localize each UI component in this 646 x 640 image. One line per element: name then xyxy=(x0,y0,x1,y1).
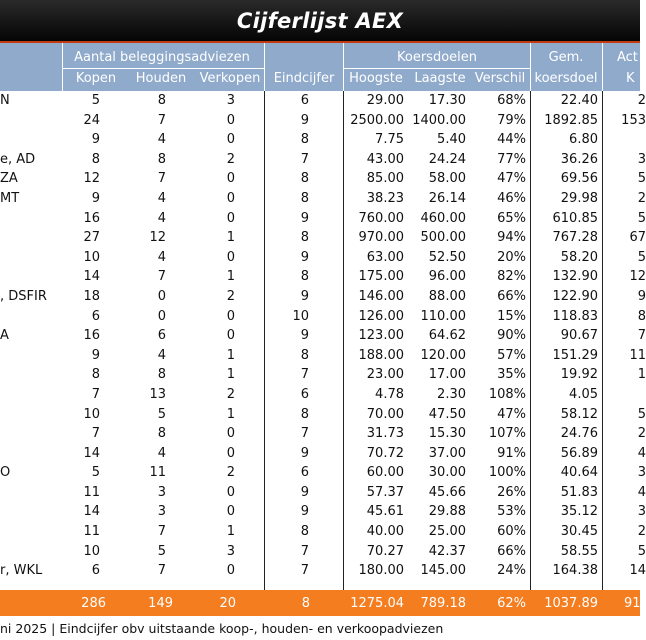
cell-kopen: 11 xyxy=(83,524,100,540)
cell-kopen: 10 xyxy=(83,249,100,265)
cell-verkopen: 2 xyxy=(226,151,235,167)
header-gem-line1: Gem. xyxy=(548,50,584,65)
cell-eindcijfer: 9 xyxy=(300,484,309,500)
cell-houden: 5 xyxy=(157,406,166,422)
header-divider xyxy=(62,68,264,69)
cell-hoogste: 70.72 xyxy=(366,445,404,461)
cell-kopen: 9 xyxy=(91,190,100,206)
cell-kopen: 6 xyxy=(91,308,100,324)
total-kopen: 286 xyxy=(81,596,106,611)
cell-act: 5 xyxy=(637,249,646,265)
cell-kopen: 9 xyxy=(91,347,100,363)
cell-kopen: 8 xyxy=(91,367,100,383)
cell-eindcijfer: 8 xyxy=(300,347,309,363)
cell-hoogste: 2500.00 xyxy=(350,112,404,128)
total-eindcijfer: 8 xyxy=(301,596,310,611)
cell-hoogste: 85.00 xyxy=(366,171,404,187)
cell-laagste: 64.62 xyxy=(428,328,466,344)
cell-name: N xyxy=(0,93,10,108)
cell-act: 5 xyxy=(637,210,646,226)
cell-act: 1 xyxy=(637,367,646,383)
cell-gem: 58.20 xyxy=(560,249,598,265)
table-row xyxy=(0,463,646,483)
cell-verschil: 82% xyxy=(497,269,526,285)
cell-act: 2 xyxy=(637,524,646,540)
total-hoogste: 1275.04 xyxy=(350,596,404,611)
cell-verschil: 66% xyxy=(497,543,526,559)
cell-eindcijfer: 6 xyxy=(300,386,309,402)
cell-eindcijfer: 7 xyxy=(300,367,309,383)
cell-gem: 122.90 xyxy=(552,288,598,304)
table-row xyxy=(0,209,646,229)
cell-name: O xyxy=(0,465,11,481)
cell-verschil: 77% xyxy=(497,151,526,167)
table-row xyxy=(0,307,646,327)
total-laagste: 789.18 xyxy=(420,596,466,611)
header-laagste: Laagste xyxy=(414,71,466,86)
total-act: 91 xyxy=(624,596,641,611)
cell-eindcijfer: 6 xyxy=(300,93,309,108)
cell-hoogste: 970.00 xyxy=(358,230,404,246)
header-divider xyxy=(530,43,531,91)
cell-name: , DSFIR xyxy=(0,288,47,304)
cell-kopen: 12 xyxy=(83,171,100,187)
table-row xyxy=(0,365,646,385)
cell-verkopen: 0 xyxy=(226,563,235,579)
cell-laagste: 29.88 xyxy=(428,504,466,520)
cell-eindcijfer: 8 xyxy=(300,171,309,187)
table-body xyxy=(0,91,646,581)
cell-act: 8 xyxy=(637,308,646,324)
cell-verschil: 65% xyxy=(497,210,526,226)
cell-eindcijfer: 10 xyxy=(292,308,309,324)
header-verschil: Verschil xyxy=(474,71,526,86)
cell-verschil: 47% xyxy=(497,171,526,187)
cell-hoogste: 188.00 xyxy=(358,347,404,363)
cell-verkopen: 3 xyxy=(226,543,235,559)
cell-houden: 6 xyxy=(157,328,166,344)
header-divider xyxy=(343,68,530,69)
cell-hoogste: 760.00 xyxy=(358,210,404,226)
cell-verschil: 66% xyxy=(497,288,526,304)
cell-act: 67 xyxy=(629,230,646,246)
cell-laagste: 52.50 xyxy=(428,249,466,265)
cell-laagste: 17.30 xyxy=(428,93,466,108)
cell-act: 9 xyxy=(637,288,646,304)
cell-kopen: 16 xyxy=(83,210,100,226)
cell-verschil: 100% xyxy=(488,465,526,481)
header-group-koersdoelen: Koersdoelen xyxy=(397,50,477,65)
header-verkopen: Verkopen xyxy=(199,71,261,86)
cell-laagste: 47.50 xyxy=(428,406,466,422)
cell-verkopen: 1 xyxy=(226,367,235,383)
table-row xyxy=(0,130,640,150)
cell-hoogste: 38.23 xyxy=(366,190,404,206)
cell-laagste: 24.24 xyxy=(428,151,466,167)
cell-eindcijfer: 6 xyxy=(300,465,309,481)
table-row xyxy=(0,228,646,248)
cell-eindcijfer: 9 xyxy=(300,445,309,461)
cell-verschil: 108% xyxy=(488,386,526,402)
table-row xyxy=(0,287,646,307)
cell-act: 2 xyxy=(637,190,646,206)
table-row xyxy=(0,385,640,405)
cell-verschil: 24% xyxy=(497,563,526,579)
table-row xyxy=(0,561,646,581)
cell-kopen: 10 xyxy=(83,543,100,559)
cell-laagste: 37.00 xyxy=(428,445,466,461)
cell-name: ZA xyxy=(0,171,18,187)
table-row xyxy=(0,346,646,366)
totals-row xyxy=(0,590,640,616)
cell-gem: 22.40 xyxy=(560,93,598,108)
table-row xyxy=(0,248,646,268)
cell-eindcijfer: 7 xyxy=(300,563,309,579)
cell-gem: 4.05 xyxy=(569,386,598,402)
cell-hoogste: 57.37 xyxy=(366,484,404,500)
cell-laagste: 25.00 xyxy=(428,524,466,540)
cell-hoogste: 180.00 xyxy=(358,563,404,579)
table-row xyxy=(0,326,646,346)
cell-eindcijfer: 9 xyxy=(300,112,309,128)
footer-note: ni 2025 | Eindcijfer obv uitstaande koop-, houden- en verkoopadviezen xyxy=(0,621,444,636)
cell-houden: 7 xyxy=(157,269,166,285)
cell-act: 3 xyxy=(637,465,646,481)
table-row xyxy=(0,169,646,189)
cell-gem: 610.85 xyxy=(552,210,598,226)
cell-houden: 4 xyxy=(157,210,166,226)
cell-eindcijfer: 9 xyxy=(300,328,309,344)
total-gem: 1037.89 xyxy=(544,596,598,611)
cell-gem: 6.80 xyxy=(569,132,598,148)
cell-hoogste: 45.61 xyxy=(366,504,404,520)
cell-gem: 35.12 xyxy=(560,504,598,520)
cell-eindcijfer: 8 xyxy=(300,406,309,422)
cell-kopen: 8 xyxy=(91,151,100,167)
cell-verschil: 91% xyxy=(497,445,526,461)
cell-houden: 7 xyxy=(157,524,166,540)
cell-verschil: 68% xyxy=(497,93,526,108)
table-row xyxy=(0,502,646,522)
header-act-line2: K xyxy=(626,71,635,86)
cell-verkopen: 1 xyxy=(226,347,235,363)
cell-gem: 19.92 xyxy=(560,367,598,383)
cell-laagste: 96.00 xyxy=(428,269,466,285)
cell-verkopen: 2 xyxy=(226,465,235,481)
cell-eindcijfer: 9 xyxy=(300,504,309,520)
cell-houden: 4 xyxy=(157,190,166,206)
table-row xyxy=(0,267,646,287)
total-verschil: 62% xyxy=(497,596,526,611)
cell-eindcijfer: 8 xyxy=(300,190,309,206)
cell-kopen: 11 xyxy=(83,484,100,500)
table-row xyxy=(0,91,646,111)
cell-verschil: 94% xyxy=(497,230,526,246)
total-verkopen: 20 xyxy=(219,596,236,611)
cell-verkopen: 0 xyxy=(226,426,235,442)
cell-verkopen: 0 xyxy=(226,249,235,265)
cell-kopen: 5 xyxy=(91,465,100,481)
cell-kopen: 9 xyxy=(91,132,100,148)
table-header xyxy=(0,43,640,91)
header-divider xyxy=(62,43,63,91)
cell-kopen: 27 xyxy=(83,230,100,246)
cell-act: 3 xyxy=(637,151,646,167)
cell-act: 4 xyxy=(637,484,646,500)
cell-gem: 118.83 xyxy=(552,308,598,324)
page-title: Cijferlijst AEX xyxy=(236,8,404,33)
cell-hoogste: 40.00 xyxy=(366,524,404,540)
header-kopen: Kopen xyxy=(75,71,117,86)
cell-gem: 24.76 xyxy=(560,426,598,442)
cell-houden: 8 xyxy=(157,93,166,108)
header-eindcijfer: Eindcijfer xyxy=(273,71,335,86)
cell-eindcijfer: 7 xyxy=(300,426,309,442)
cell-verschil: 26% xyxy=(497,484,526,500)
cell-act: 2 xyxy=(637,93,646,108)
cell-laagste: 5.40 xyxy=(437,132,466,148)
cell-gem: 1892.85 xyxy=(544,112,598,128)
cell-laagste: 45.66 xyxy=(428,484,466,500)
cell-laagste: 2.30 xyxy=(437,386,466,402)
cell-eindcijfer: 8 xyxy=(300,230,309,246)
cell-houden: 7 xyxy=(157,563,166,579)
table-row xyxy=(0,424,646,444)
cell-houden: 13 xyxy=(149,386,166,402)
cell-gem: 58.12 xyxy=(560,406,598,422)
cell-hoogste: 29.00 xyxy=(366,93,404,108)
cell-name: MT xyxy=(0,190,20,206)
cell-gem: 56.89 xyxy=(560,445,598,461)
table-row xyxy=(0,405,646,425)
cell-kopen: 7 xyxy=(91,386,100,402)
cell-houden: 11 xyxy=(149,465,166,481)
cell-laagste: 88.00 xyxy=(428,288,466,304)
cell-gem: 36.26 xyxy=(560,151,598,167)
cell-act: 14 xyxy=(629,563,646,579)
cell-verkopen: 0 xyxy=(226,308,235,324)
cell-act: 5 xyxy=(637,406,646,422)
cell-act: 3 xyxy=(637,504,646,520)
cell-kopen: 14 xyxy=(83,269,100,285)
cell-verschil: 35% xyxy=(497,367,526,383)
cell-laagste: 58.00 xyxy=(428,171,466,187)
cell-laagste: 120.00 xyxy=(420,347,466,363)
cell-act: 153 xyxy=(621,112,646,128)
cell-houden: 12 xyxy=(149,230,166,246)
cell-verschil: 60% xyxy=(497,524,526,540)
cell-hoogste: 7.75 xyxy=(375,132,404,148)
cell-houden: 0 xyxy=(157,308,166,324)
cell-houden: 8 xyxy=(157,426,166,442)
table-row xyxy=(0,150,646,170)
cell-gem: 29.98 xyxy=(560,190,598,206)
cell-eindcijfer: 9 xyxy=(300,210,309,226)
cell-verschil: 53% xyxy=(497,504,526,520)
cell-verschil: 90% xyxy=(497,328,526,344)
header-divider xyxy=(602,43,603,91)
cell-verkopen: 0 xyxy=(226,210,235,226)
cell-hoogste: 126.00 xyxy=(358,308,404,324)
total-houden: 149 xyxy=(148,596,173,611)
cell-laagste: 460.00 xyxy=(420,210,466,226)
cell-gem: 164.38 xyxy=(552,563,598,579)
cell-hoogste: 70.27 xyxy=(366,543,404,559)
cell-name: A xyxy=(0,328,9,344)
cell-verkopen: 2 xyxy=(226,386,235,402)
cell-verschil: 46% xyxy=(497,190,526,206)
cell-verschil: 20% xyxy=(497,249,526,265)
cell-houden: 8 xyxy=(157,367,166,383)
cell-hoogste: 63.00 xyxy=(366,249,404,265)
cell-hoogste: 31.73 xyxy=(366,426,404,442)
cell-verschil: 15% xyxy=(497,308,526,324)
cell-hoogste: 123.00 xyxy=(358,328,404,344)
cell-hoogste: 60.00 xyxy=(366,465,404,481)
table-row xyxy=(0,111,646,131)
cell-houden: 3 xyxy=(157,504,166,520)
header-act-line1: Act xyxy=(617,50,638,65)
cell-eindcijfer: 7 xyxy=(300,151,309,167)
cell-gem: 51.83 xyxy=(560,484,598,500)
cell-name: e, AD xyxy=(0,151,36,167)
cell-hoogste: 70.00 xyxy=(366,406,404,422)
cell-act: 4 xyxy=(637,445,646,461)
cell-gem: 767.28 xyxy=(552,230,598,246)
cell-act: 5 xyxy=(637,171,646,187)
cell-houden: 4 xyxy=(157,445,166,461)
cell-verkopen: 0 xyxy=(226,328,235,344)
cell-gem: 69.56 xyxy=(560,171,598,187)
cell-verkopen: 0 xyxy=(226,112,235,128)
cell-laagste: 42.37 xyxy=(428,543,466,559)
cell-eindcijfer: 9 xyxy=(300,249,309,265)
cell-verschil: 44% xyxy=(497,132,526,148)
cell-houden: 5 xyxy=(157,543,166,559)
table-row xyxy=(0,444,646,464)
cell-eindcijfer: 9 xyxy=(300,288,309,304)
cell-verkopen: 0 xyxy=(226,484,235,500)
cell-verschil: 47% xyxy=(497,406,526,422)
header-houden: Houden xyxy=(135,71,187,86)
cell-verkopen: 0 xyxy=(226,445,235,461)
cell-hoogste: 175.00 xyxy=(358,269,404,285)
cell-kopen: 5 xyxy=(91,93,100,108)
cell-gem: 40.64 xyxy=(560,465,598,481)
cell-verkopen: 3 xyxy=(226,93,235,108)
cell-verkopen: 1 xyxy=(226,406,235,422)
cell-gem: 30.45 xyxy=(560,524,598,540)
cell-name: r, WKL xyxy=(0,563,43,579)
table-row xyxy=(0,522,646,542)
cell-houden: 7 xyxy=(157,112,166,128)
cell-kopen: 7 xyxy=(91,426,100,442)
cell-verschil: 57% xyxy=(497,347,526,363)
cell-kopen: 16 xyxy=(83,328,100,344)
cell-verkopen: 0 xyxy=(226,190,235,206)
cell-verkopen: 0 xyxy=(226,504,235,520)
header-divider xyxy=(264,43,265,91)
cell-kopen: 14 xyxy=(83,445,100,461)
cell-hoogste: 23.00 xyxy=(366,367,404,383)
cell-hoogste: 4.78 xyxy=(375,386,404,402)
cell-gem: 132.90 xyxy=(552,269,598,285)
cell-gem: 151.29 xyxy=(552,347,598,363)
cell-verschil: 107% xyxy=(488,426,526,442)
table-row xyxy=(0,483,646,503)
cell-kopen: 14 xyxy=(83,504,100,520)
cell-laagste: 15.30 xyxy=(428,426,466,442)
cell-verkopen: 1 xyxy=(226,230,235,246)
cell-hoogste: 43.00 xyxy=(366,151,404,167)
header-hoogste: Hoogste xyxy=(349,71,403,86)
cell-act: 2 xyxy=(637,426,646,442)
cell-kopen: 24 xyxy=(83,112,100,128)
cell-houden: 4 xyxy=(157,132,166,148)
cell-houden: 7 xyxy=(157,171,166,187)
cell-laagste: 145.00 xyxy=(420,563,466,579)
cell-eindcijfer: 8 xyxy=(300,269,309,285)
cell-eindcijfer: 7 xyxy=(300,543,309,559)
cell-laagste: 1400.00 xyxy=(412,112,466,128)
header-divider xyxy=(343,43,344,91)
cell-kopen: 18 xyxy=(83,288,100,304)
cell-verkopen: 1 xyxy=(226,269,235,285)
cell-hoogste: 146.00 xyxy=(358,288,404,304)
cell-laagste: 17.00 xyxy=(428,367,466,383)
cell-verkopen: 0 xyxy=(226,132,235,148)
cell-act: 5 xyxy=(637,543,646,559)
cell-kopen: 6 xyxy=(91,563,100,579)
cell-gem: 90.67 xyxy=(560,328,598,344)
table-row xyxy=(0,189,646,209)
cell-verkopen: 0 xyxy=(226,171,235,187)
cell-eindcijfer: 8 xyxy=(300,132,309,148)
cell-verkopen: 2 xyxy=(226,288,235,304)
cell-houden: 3 xyxy=(157,484,166,500)
cell-laagste: 26.14 xyxy=(428,190,466,206)
cell-houden: 4 xyxy=(157,249,166,265)
cell-kopen: 10 xyxy=(83,406,100,422)
cell-laagste: 30.00 xyxy=(428,465,466,481)
cell-act: 11 xyxy=(629,347,646,363)
cell-gem: 58.55 xyxy=(560,543,598,559)
cell-laagste: 110.00 xyxy=(420,308,466,324)
header-group-adviezen: Aantal beleggingsadviezen xyxy=(74,50,250,65)
cell-verschil: 79% xyxy=(497,112,526,128)
cell-houden: 8 xyxy=(157,151,166,167)
table-row xyxy=(0,542,646,562)
cell-verkopen: 1 xyxy=(226,524,235,540)
cell-laagste: 500.00 xyxy=(420,230,466,246)
title-bar xyxy=(0,0,640,43)
cell-houden: 0 xyxy=(157,288,166,304)
cell-eindcijfer: 8 xyxy=(300,524,309,540)
cell-act: 12 xyxy=(629,269,646,285)
cell-houden: 4 xyxy=(157,347,166,363)
cell-act: 7 xyxy=(637,328,646,344)
header-gem-line2: koersdoel xyxy=(534,71,598,86)
